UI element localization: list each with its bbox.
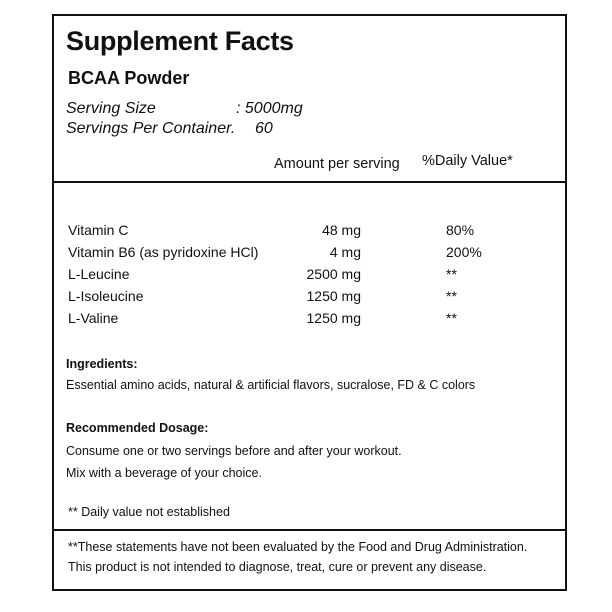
- dosage-heading: Recommended Dosage:: [66, 421, 209, 435]
- header-divider: [54, 181, 565, 183]
- nutrient-amount: 4 mg: [329, 244, 361, 260]
- daily-value-column-header: %Daily Value*: [422, 153, 513, 169]
- nutrient-amount: 2500 mg: [306, 266, 361, 282]
- ingredients-heading: Ingredients:: [66, 357, 138, 371]
- dosage-line-1: Consume one or two servings before and after your workout.: [66, 444, 402, 458]
- footer-divider: [54, 529, 565, 531]
- supplement-facts-panel: [52, 14, 567, 591]
- nutrient-amount: 48 mg: [322, 222, 361, 238]
- nutrient-row: [68, 266, 548, 288]
- panel-title: Supplement Facts: [66, 26, 294, 56]
- nutrient-amount: 1250 mg: [306, 288, 361, 304]
- nutrient-row: [68, 310, 548, 332]
- nutrient-name: Vitamin C: [68, 222, 129, 238]
- serving-size-label: Serving Size: [66, 100, 156, 117]
- serving-size-value: : 5000mg: [236, 100, 303, 117]
- daily-value-footnote: ** Daily value not established: [68, 505, 230, 519]
- nutrient-name: L-Isoleucine: [68, 288, 144, 304]
- nutrient-daily-value: 80%: [446, 222, 475, 238]
- nutrient-name: Vitamin B6 (as pyridoxine HCl): [68, 244, 259, 260]
- amount-column-header: Amount per serving: [274, 156, 400, 172]
- product-name: BCAA Powder: [68, 68, 190, 88]
- servings-per-container-label: Servings Per Container.: [66, 120, 236, 137]
- nutrient-row: [68, 222, 548, 244]
- nutrient-amount: 1250 mg: [306, 310, 361, 326]
- nutrient-row: [68, 288, 548, 310]
- nutrient-name: L-Valine: [68, 310, 119, 326]
- dosage-line-2: Mix with a beverage of your choice.: [66, 466, 262, 480]
- nutrient-daily-value: 200%: [446, 244, 482, 260]
- servings-per-container-value: 60: [255, 120, 273, 137]
- nutrient-daily-value: **: [446, 266, 457, 282]
- nutrient-row: [68, 244, 548, 266]
- nutrient-daily-value: **: [446, 288, 457, 304]
- nutrient-name: L-Leucine: [68, 266, 130, 282]
- ingredients-text: Essential amino acids, natural & artificial flavors, sucralose, FD & C colors: [66, 378, 476, 392]
- disclaimer-line-2: This product is not intended to diagnose, treat, cure or prevent any disease.: [68, 560, 487, 574]
- nutrient-daily-value: **: [446, 310, 457, 326]
- disclaimer-line-1: **These statements have not been evaluated by the Food and Drug Administration.: [68, 540, 528, 554]
